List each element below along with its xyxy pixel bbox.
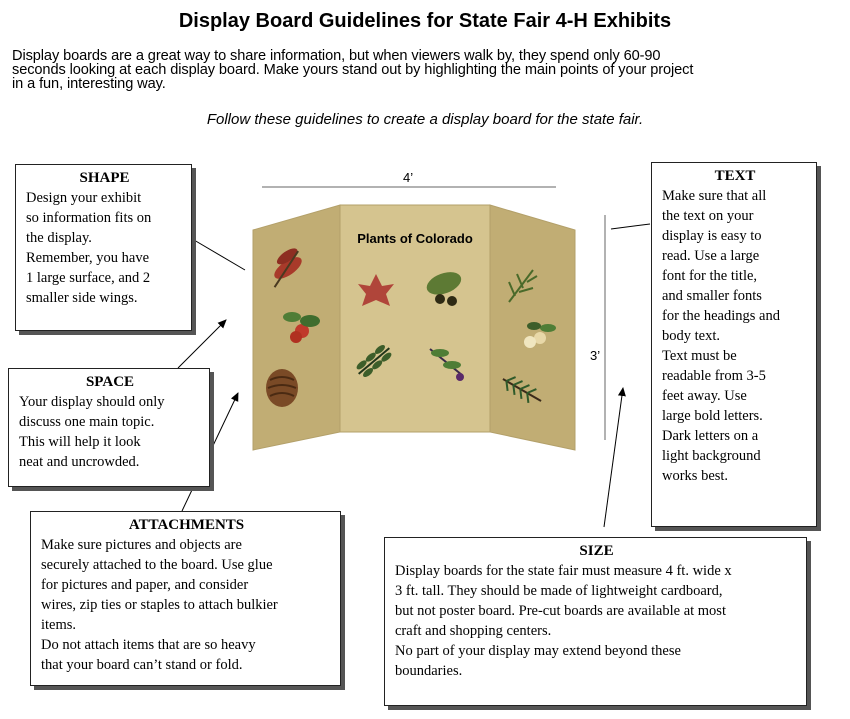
space-line: Your display should only <box>19 394 165 410</box>
size-line: but not poster board. Pre-cut boards are available at most <box>395 603 726 619</box>
attachments-line: Do not attach items that are so heavy <box>41 637 256 653</box>
text-line: display is easy to <box>662 228 762 244</box>
space-line: This will help it look <box>19 434 141 450</box>
size-line: Display boards for the state fair must measure 4 ft. wide x <box>395 563 732 579</box>
text-heading: TEXT <box>714 168 756 184</box>
size-callout <box>384 537 807 706</box>
shape-line: 1 large surface, and 2 <box>26 270 151 286</box>
text-leader-line <box>611 224 650 229</box>
size-heading: SIZE <box>579 543 614 559</box>
size-line: boundaries. <box>395 663 463 679</box>
shape-line: Design your exhibit <box>26 190 142 206</box>
shape-heading: SHAPE <box>79 170 130 186</box>
size-line: No part of your display may extend beyond these <box>395 643 681 659</box>
size-arrow <box>604 388 623 527</box>
text-line: Text must be <box>662 348 737 364</box>
intro-line: in a fun, interesting way. <box>12 76 166 92</box>
text-line: Dark letters on a <box>662 428 759 444</box>
text-line: feet away. Use <box>662 388 747 404</box>
text-line: and smaller fonts <box>662 288 762 304</box>
page-title: Display Board Guidelines for State Fair 4-H Exhibits <box>178 10 672 32</box>
space-heading: SPACE <box>85 374 135 390</box>
text-line: font for the title, <box>662 268 758 284</box>
width-label: 4’ <box>403 170 414 185</box>
size-line: 3 ft. tall. They should be made of lightweight cardboard, <box>395 583 723 599</box>
intro-line: Display boards are a great way to share information, but when viewers walk by, they spend only 60-90 <box>12 48 661 64</box>
text-line: the text on your <box>662 208 754 224</box>
text-line: works best. <box>662 468 729 484</box>
text-line: light background <box>662 448 761 464</box>
shape-leader-line <box>194 240 245 270</box>
attachments-line: wires, zip ties or staples to attach bulkier <box>41 597 278 613</box>
shape-line: so information fits on <box>26 210 152 226</box>
text-line: read. Use a large <box>662 248 760 264</box>
space-callout <box>8 368 210 487</box>
shape-callout <box>15 164 192 331</box>
space-line: discuss one main topic. <box>19 414 155 430</box>
text-line: Make sure that all <box>662 188 767 204</box>
intro-line: seconds looking at each display board. Make yours stand out by highlighting the main points of your project <box>12 62 694 78</box>
space-line: neat and uncrowded. <box>19 454 140 470</box>
size-line: craft and shopping centers. <box>395 623 552 639</box>
text-callout <box>651 162 817 527</box>
text-line: readable from 3-5 <box>662 368 766 384</box>
shape-line: smaller side wings. <box>26 290 138 306</box>
text-line: large bold letters. <box>662 408 763 424</box>
pinecone-icon <box>266 369 298 407</box>
shape-line: Remember, you have <box>26 250 150 266</box>
attachments-line: for pictures and paper, and consider <box>41 577 249 593</box>
board-title: Plants of Colorado <box>357 231 473 246</box>
attachments-line: securely attached to the board. Use glue <box>41 557 273 573</box>
text-line: for the headings and <box>662 308 780 324</box>
height-label: 3’ <box>590 348 601 363</box>
attachments-line: items. <box>41 617 77 633</box>
follow-instruction: Follow these guidelines to create a display board for the state fair. <box>206 111 644 128</box>
attachments-heading: ATTACHMENTS <box>128 517 245 533</box>
attachments-callout <box>30 511 341 686</box>
attachments-line: Make sure pictures and objects are <box>41 537 242 553</box>
shape-line: the display. <box>26 230 92 246</box>
text-line: body text. <box>662 328 720 344</box>
attachments-line: that your board can’t stand or fold. <box>41 657 243 673</box>
